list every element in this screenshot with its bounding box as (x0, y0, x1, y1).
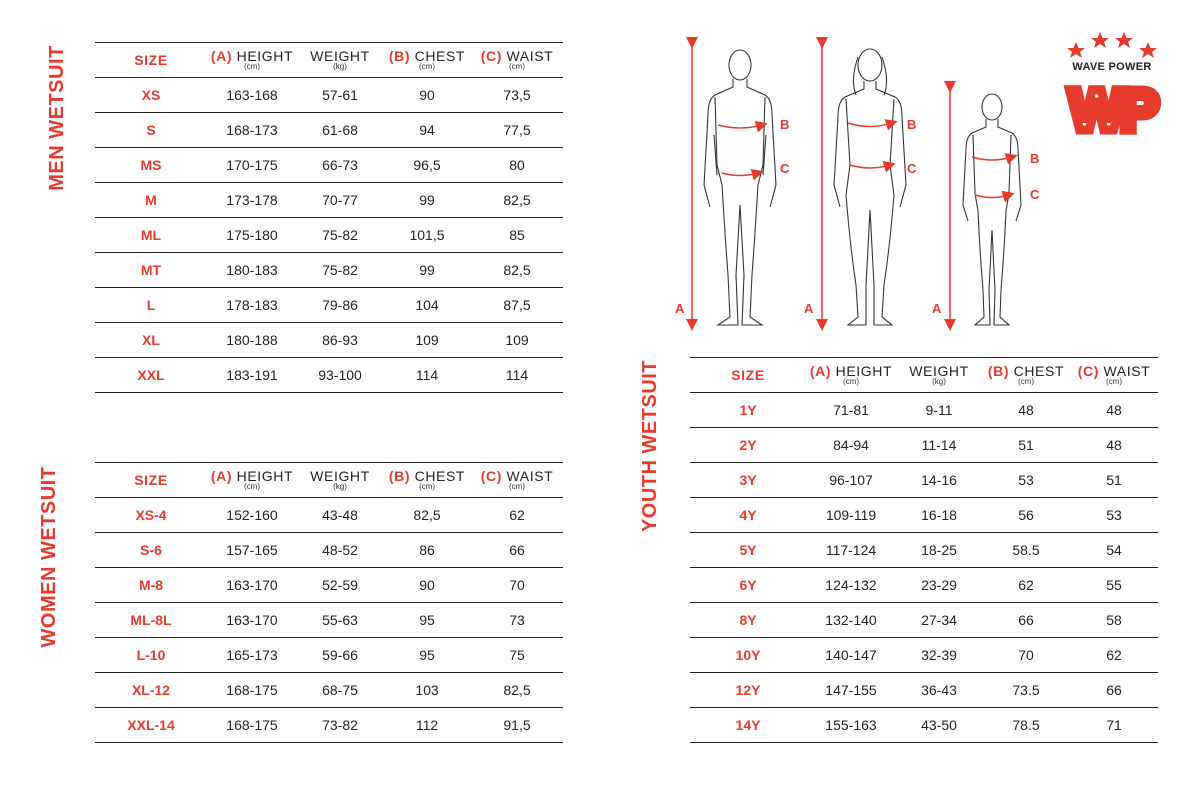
chest-cell: 95 (383, 603, 471, 638)
chest-header: (B) CHEST (cm) (982, 358, 1070, 393)
size-cell: S (95, 113, 207, 148)
weight-header: WEIGHT (kg) (896, 358, 982, 393)
chest-cell: 114 (383, 358, 471, 393)
height-cell: 165-173 (207, 638, 297, 673)
table-row (95, 253, 563, 288)
table-row (95, 78, 563, 113)
chest-cell: 70 (982, 638, 1070, 673)
chest-cell: 53 (982, 463, 1070, 498)
weight-cell: 86-93 (297, 323, 383, 358)
height-cell: 168-173 (207, 113, 297, 148)
men-wetsuit-title: MEN WETSUIT (46, 45, 68, 191)
chest-cell: 58.5 (982, 533, 1070, 568)
chest-cell: 62 (982, 568, 1070, 603)
table-row (690, 673, 1158, 708)
waist-cell: 66 (471, 533, 563, 568)
size-cell: 6Y (690, 568, 806, 603)
size-cell: XXL (95, 358, 207, 393)
weight-cell: 59-66 (297, 638, 383, 673)
size-cell: ML-8L (95, 603, 207, 638)
chest-cell: 90 (383, 568, 471, 603)
women-size-table (95, 462, 563, 743)
height-cell: 124-132 (806, 568, 896, 603)
table-row (690, 708, 1158, 743)
body-measurement-figures-icon (670, 35, 1055, 335)
weight-cell: 52-59 (297, 568, 383, 603)
table-row (95, 288, 563, 323)
height-header: (A) HEIGHT (cm) (806, 358, 896, 393)
label-a-women: A (804, 301, 814, 316)
chest-cell: 82,5 (383, 498, 471, 533)
table-row (690, 533, 1158, 568)
chest-cell: 56 (982, 498, 1070, 533)
woman-figure-icon (834, 49, 906, 325)
label-c-men: C (780, 161, 790, 176)
size-cell: XL-12 (95, 673, 207, 708)
size-cell: XS-4 (95, 498, 207, 533)
waist-cell: 71 (1070, 708, 1158, 743)
label-a-youth: A (932, 301, 942, 316)
height-cell: 168-175 (207, 708, 297, 743)
size-cell: 1Y (690, 393, 806, 428)
table-row (95, 183, 563, 218)
size-cell: L-10 (95, 638, 207, 673)
chest-cell: 51 (982, 428, 1070, 463)
women-wetsuit-title: WOMEN WETSUIT (38, 466, 60, 648)
height-cell: 178-183 (207, 288, 297, 323)
child-figure-icon (963, 94, 1021, 325)
weight-cell: 43-50 (896, 708, 982, 743)
weight-cell: 75-82 (297, 218, 383, 253)
height-cell: 163-168 (207, 78, 297, 113)
label-b-youth: B (1030, 151, 1040, 166)
size-cell: 2Y (690, 428, 806, 463)
height-cell: 84-94 (806, 428, 896, 463)
weight-cell: 27-34 (896, 603, 982, 638)
weight-header: WEIGHT (kg) (297, 43, 383, 78)
waist-cell: 70 (471, 568, 563, 603)
weight-cell: 68-75 (297, 673, 383, 708)
waist-cell: 85 (471, 218, 563, 253)
waist-cell: 87,5 (471, 288, 563, 323)
weight-cell: 57-61 (297, 78, 383, 113)
chest-cell: 66 (982, 603, 1070, 638)
height-cell: 163-170 (207, 603, 297, 638)
weight-cell: 43-48 (297, 498, 383, 533)
height-cell: 147-155 (806, 673, 896, 708)
weight-cell: 16-18 (896, 498, 982, 533)
men-size-table (95, 42, 563, 393)
chest-header: (B) CHEST (cm) (383, 463, 471, 498)
height-cell: 168-175 (207, 673, 297, 708)
table-row (690, 603, 1158, 638)
waist-cell: 80 (471, 148, 563, 183)
wave-power-logo (1062, 30, 1162, 145)
table-row (95, 603, 563, 638)
weight-cell: 23-29 (896, 568, 982, 603)
size-cell: 14Y (690, 708, 806, 743)
weight-cell: 36-43 (896, 673, 982, 708)
waist-cell: 114 (471, 358, 563, 393)
weight-cell: 66-73 (297, 148, 383, 183)
table-row (95, 323, 563, 358)
waist-cell: 82,5 (471, 253, 563, 288)
table-header-row (690, 358, 1158, 393)
size-header: SIZE (95, 463, 207, 498)
size-cell: 10Y (690, 638, 806, 673)
waist-cell: 62 (1070, 638, 1158, 673)
table-row (95, 638, 563, 673)
height-cell: 183-191 (207, 358, 297, 393)
table-row (95, 568, 563, 603)
size-cell: XS (95, 78, 207, 113)
height-cell: 117-124 (806, 533, 896, 568)
size-cell: XL (95, 323, 207, 358)
weight-cell: 79-86 (297, 288, 383, 323)
label-b-women: B (907, 117, 917, 132)
weight-cell: 73-82 (297, 708, 383, 743)
waist-cell: 75 (471, 638, 563, 673)
chest-cell: 73.5 (982, 673, 1070, 708)
height-cell: 96-107 (806, 463, 896, 498)
height-cell: 155-163 (806, 708, 896, 743)
size-cell: 3Y (690, 463, 806, 498)
label-c-women: C (907, 161, 917, 176)
height-cell: 180-188 (207, 323, 297, 358)
height-cell: 140-147 (806, 638, 896, 673)
table-row (690, 568, 1158, 603)
waist-cell: 51 (1070, 463, 1158, 498)
table-row (95, 218, 563, 253)
weight-cell: 93-100 (297, 358, 383, 393)
weight-cell: 9-11 (896, 393, 982, 428)
weight-cell: 75-82 (297, 253, 383, 288)
table-row (95, 148, 563, 183)
chest-cell: 90 (383, 78, 471, 113)
chest-header: (B) CHEST (cm) (383, 43, 471, 78)
table-row (95, 358, 563, 393)
size-cell: XXL-14 (95, 708, 207, 743)
waist-cell: 82,5 (471, 673, 563, 708)
height-header: (A) HEIGHT (cm) (207, 43, 297, 78)
waist-cell: 48 (1070, 393, 1158, 428)
size-header: SIZE (690, 358, 806, 393)
height-cell: 180-183 (207, 253, 297, 288)
table-row (690, 498, 1158, 533)
chest-cell: 96,5 (383, 148, 471, 183)
table-row (95, 533, 563, 568)
chest-cell: 94 (383, 113, 471, 148)
brand-name: WAVE POWER (1072, 61, 1152, 73)
weight-cell: 11-14 (896, 428, 982, 463)
waist-cell: 66 (1070, 673, 1158, 708)
table-header-row (95, 463, 563, 498)
waist-cell: 73,5 (471, 78, 563, 113)
chest-cell: 86 (383, 533, 471, 568)
chest-cell: 99 (383, 253, 471, 288)
height-cell: 163-170 (207, 568, 297, 603)
chest-cell: 103 (383, 673, 471, 708)
waist-cell: 91,5 (471, 708, 563, 743)
size-header: SIZE (95, 43, 207, 78)
chest-cell: 104 (383, 288, 471, 323)
weight-cell: 48-52 (297, 533, 383, 568)
height-cell: 157-165 (207, 533, 297, 568)
table-row (95, 708, 563, 743)
waist-cell: 58 (1070, 603, 1158, 638)
table-row (690, 428, 1158, 463)
table-row (690, 638, 1158, 673)
size-cell: 8Y (690, 603, 806, 638)
size-cell: 4Y (690, 498, 806, 533)
waist-cell: 48 (1070, 428, 1158, 463)
chest-cell: 78.5 (982, 708, 1070, 743)
size-cell: S-6 (95, 533, 207, 568)
weight-cell: 61-68 (297, 113, 383, 148)
size-cell: M-8 (95, 568, 207, 603)
size-cell: MS (95, 148, 207, 183)
waist-cell: 82,5 (471, 183, 563, 218)
height-cell: 132-140 (806, 603, 896, 638)
table-row (690, 393, 1158, 428)
weight-cell: 55-63 (297, 603, 383, 638)
waist-header: (C) WAIST (cm) (1070, 358, 1158, 393)
height-cell: 170-175 (207, 148, 297, 183)
weight-header: WEIGHT (kg) (297, 463, 383, 498)
table-row (95, 498, 563, 533)
table-header-row (95, 43, 563, 78)
waist-cell: 54 (1070, 533, 1158, 568)
height-header: (A) HEIGHT (cm) (207, 463, 297, 498)
weight-cell: 70-77 (297, 183, 383, 218)
size-cell: MT (95, 253, 207, 288)
table-row (95, 113, 563, 148)
height-cell: 109-119 (806, 498, 896, 533)
size-cell: L (95, 288, 207, 323)
label-c-youth: C (1030, 187, 1040, 202)
waist-cell: 55 (1070, 568, 1158, 603)
label-a-men: A (675, 301, 685, 316)
table-row (690, 463, 1158, 498)
size-cell: 12Y (690, 673, 806, 708)
weight-cell: 14-16 (896, 463, 982, 498)
chest-cell: 109 (383, 323, 471, 358)
waist-cell: 77,5 (471, 113, 563, 148)
weight-cell: 18-25 (896, 533, 982, 568)
chest-cell: 112 (383, 708, 471, 743)
height-cell: 175-180 (207, 218, 297, 253)
size-cell: 5Y (690, 533, 806, 568)
size-cell: M (95, 183, 207, 218)
waist-header: (C) WAIST (cm) (471, 43, 563, 78)
youth-wetsuit-title: YOUTH WETSUIT (639, 359, 661, 533)
brand-monogram: WP (1069, 78, 1155, 143)
waist-cell: 53 (1070, 498, 1158, 533)
waist-cell: 109 (471, 323, 563, 358)
chest-cell: 99 (383, 183, 471, 218)
height-cell: 173-178 (207, 183, 297, 218)
height-cell: 152-160 (207, 498, 297, 533)
chest-cell: 95 (383, 638, 471, 673)
chest-cell: 101,5 (383, 218, 471, 253)
height-cell: 71-81 (806, 393, 896, 428)
label-b-men: B (780, 117, 790, 132)
size-cell: ML (95, 218, 207, 253)
waist-cell: 62 (471, 498, 563, 533)
waist-header: (C) WAIST (cm) (471, 463, 563, 498)
chest-cell: 48 (982, 393, 1070, 428)
stars-icon (1067, 32, 1157, 58)
man-figure-icon (704, 50, 776, 325)
youth-size-table (690, 357, 1158, 743)
weight-cell: 32-39 (896, 638, 982, 673)
waist-cell: 73 (471, 603, 563, 638)
table-row (95, 673, 563, 708)
